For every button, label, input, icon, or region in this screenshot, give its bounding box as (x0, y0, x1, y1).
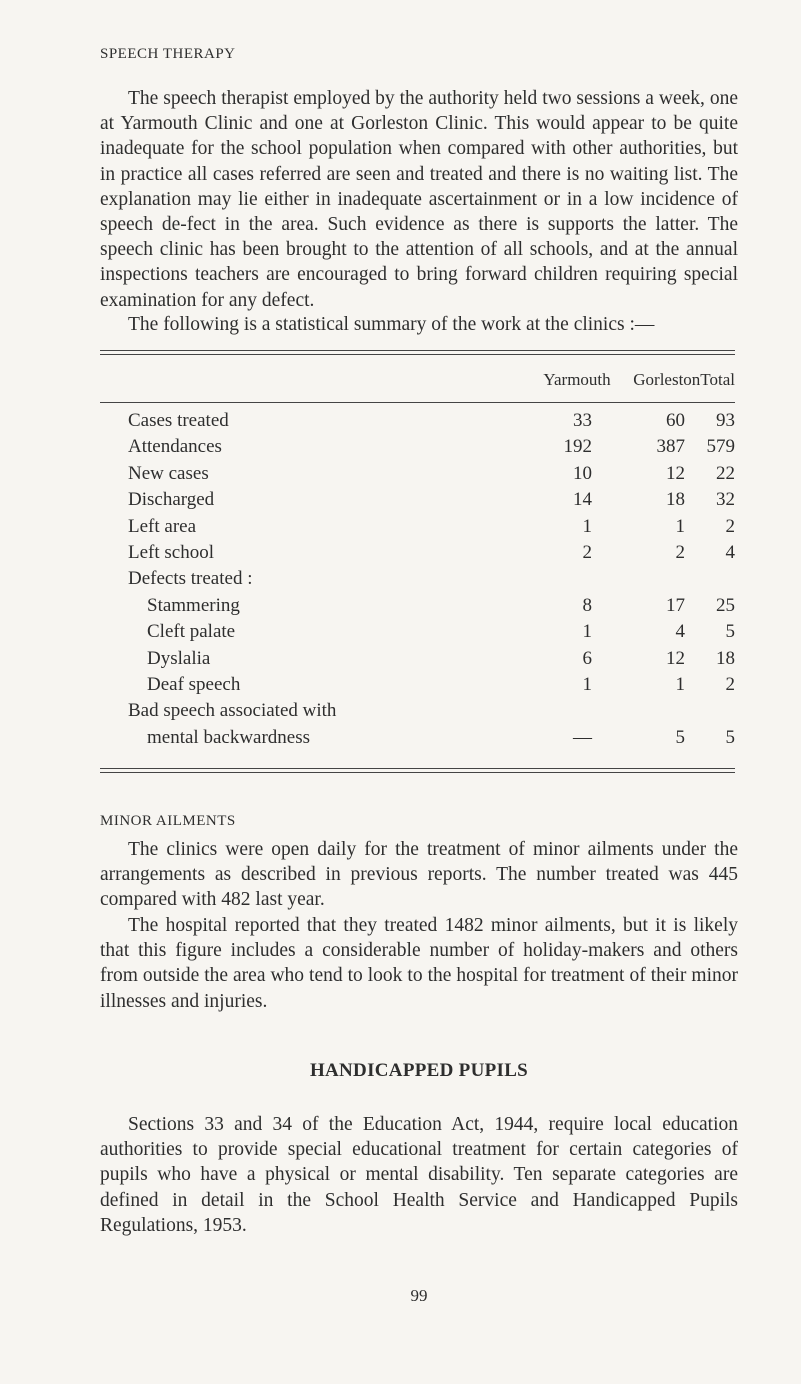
table-bottom-rule (100, 768, 735, 769)
yarmouth-value: 33 (573, 410, 592, 431)
gorleston-value: 5 (675, 726, 685, 748)
gorleston-value: 1 (675, 674, 685, 696)
yarmouth-value: 1 (582, 621, 592, 643)
total-value: 4 (725, 542, 735, 564)
total-value: 5 (725, 621, 735, 643)
table-row (100, 434, 735, 460)
row-label: Dyslalia (147, 647, 211, 669)
yarmouth-value: 192 (563, 436, 592, 458)
defects-label: Defects treated : (128, 568, 253, 590)
yarmouth-value: 2 (582, 542, 592, 564)
table-row (100, 672, 735, 698)
column-header-yarmouth: Yarmouth (543, 370, 611, 389)
page-number: 99 (410, 1286, 428, 1305)
total-value: 25 (716, 594, 735, 616)
yarmouth-value: 1 (582, 515, 592, 537)
row-label: New cases (128, 462, 209, 484)
table-row (100, 725, 735, 751)
defects-label-row (100, 566, 735, 592)
total-value: 2 (725, 515, 735, 537)
speech-therapy-heading: SPEECH THERAPY (100, 46, 236, 62)
row-label: Discharged (128, 489, 215, 511)
minor-ailments-paragraph-2: The hospital reported that they treated 1482 minor ailments, but it is likely that this figure includes a considerable number of holiday-makers and others from outside the area who tend to look to the hospital for treatment of their minor illnesses and injuries. (100, 915, 738, 1012)
table-row (100, 461, 735, 487)
row-label: Attendances (128, 436, 222, 458)
row-label: Left area (128, 515, 197, 537)
total-value: 579 (706, 436, 735, 458)
table-row (100, 487, 735, 513)
column-header-total: Total (700, 370, 735, 389)
total-value: 18 (716, 647, 735, 669)
gorleston-value: 387 (656, 436, 685, 458)
total-value: 2 (725, 674, 735, 696)
total-value: 22 (716, 462, 735, 484)
table-row (100, 540, 735, 566)
total-value: 32 (716, 489, 735, 511)
table-header-row (100, 368, 735, 392)
table-row (100, 698, 735, 724)
table-bottom-rule-2 (100, 772, 735, 773)
speech-therapy-statistics-table (100, 408, 735, 751)
gorleston-value: 12 (666, 462, 685, 484)
yarmouth-value: — (573, 726, 592, 748)
table-row (100, 619, 735, 645)
row-label: Left school (128, 542, 215, 564)
row-label-line-2: mental backwardness (147, 726, 311, 748)
gorleston-value: 2 (675, 542, 685, 564)
table-top-rule-2 (100, 354, 735, 355)
total-value: 5 (725, 726, 735, 748)
handicapped-pupils-paragraph-1: Sections 33 and 34 of the Education Act, 1944, require local education authorities to provide special educational treatment for certain categories of pupils who have a physical or mental disability. Ten separate categories are defined in detail in the School Health Service and Handicapped Pupils Regulations, 1953. (100, 1114, 738, 1236)
total-value: 93 (716, 410, 735, 431)
table-row (100, 646, 735, 672)
row-label: Cases treated (128, 410, 229, 431)
row-label: Cleft palate (147, 621, 236, 643)
table-row (100, 514, 735, 540)
gorleston-value: 4 (675, 621, 685, 643)
gorleston-value: 12 (666, 647, 685, 669)
minor-ailments-heading: MINOR AILMENTS (100, 813, 236, 829)
yarmouth-value: 10 (573, 462, 592, 484)
speech-therapy-paragraph-2: The following is a statistical summary of the work at the clinics :— (128, 314, 655, 335)
yarmouth-value: 8 (582, 594, 592, 616)
handicapped-pupils-heading: HANDICAPPED PUPILS (309, 1060, 529, 1081)
yarmouth-value: 6 (582, 647, 592, 669)
header-table (100, 368, 735, 392)
table-row (100, 408, 735, 434)
row-label-line-1: Bad speech associated with (128, 700, 337, 722)
column-header-gorleston: Gorleston (633, 370, 701, 389)
gorleston-value: 1 (675, 515, 685, 537)
minor-ailments-paragraph-1: The clinics were open daily for the treatment of minor ailments under the arrangements as described in previous reports. The number treated was 445 compared with 482 last year. (100, 839, 738, 911)
speech-therapy-paragraph-1: The speech therapist employed by the authority held two sessions a week, one at Yarmouth Clinic and one at Gorleston Clinic. This would appear to be quite inadequate for the school population when compared with other authorities, but in practice all cases referred are seen and treated and there is no waiting list. The explanation may lie either in inadequate ascertainment or in a low incidence of speech de-fect in the area. Such evidence as there is supports the latter. The speech clinic has been brought to the attention of all schools, and at the annual inspections teachers are encouraged to bring forward children requiring special examination for any defect. (100, 88, 738, 311)
yarmouth-value: 1 (582, 674, 592, 696)
gorleston-value: 18 (666, 489, 685, 511)
row-label: Deaf speech (147, 674, 241, 696)
table-top-rule (100, 350, 735, 351)
row-label: Stammering (147, 594, 240, 616)
yarmouth-value: 14 (573, 489, 592, 511)
gorleston-value: 60 (666, 410, 685, 431)
table-header-rule (100, 402, 735, 403)
table-row (100, 593, 735, 619)
gorleston-value: 17 (666, 594, 685, 616)
